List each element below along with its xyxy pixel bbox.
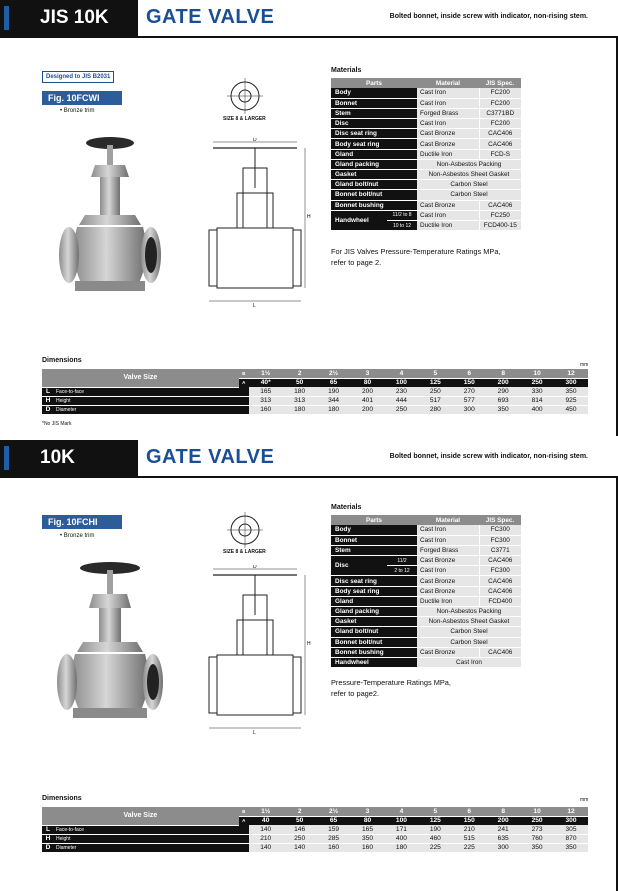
part-name: Disc seat ring bbox=[331, 129, 417, 139]
materials-table bbox=[331, 78, 521, 231]
size-a-value: 40 bbox=[249, 816, 283, 825]
materials-row bbox=[331, 210, 521, 220]
size-a-label: A bbox=[239, 816, 249, 825]
material-value: Non-Asbestos Packing bbox=[417, 159, 521, 169]
dimension-value: 190 bbox=[418, 825, 452, 834]
size-a-value: 150 bbox=[452, 378, 486, 387]
spec-value: FCD400 bbox=[479, 596, 521, 606]
materials-title: Materials bbox=[331, 504, 362, 511]
materials-row bbox=[331, 637, 521, 647]
dim-letter-h: H bbox=[307, 214, 311, 220]
part-name: Body bbox=[331, 88, 417, 98]
material-value: Cast Bronze bbox=[417, 129, 479, 139]
dimension-value: 180 bbox=[283, 405, 317, 414]
size-b-value: 2½ bbox=[317, 369, 351, 378]
size-b-value: 1½ bbox=[249, 807, 283, 816]
size-b-value: 2 bbox=[283, 807, 317, 816]
dimension-value: 350 bbox=[486, 405, 520, 414]
section-10k bbox=[0, 440, 618, 891]
size-a-value: 125 bbox=[418, 816, 452, 825]
materials-row bbox=[331, 129, 521, 139]
valve-size-label: Valve Size bbox=[42, 369, 239, 387]
dimension-value: 350 bbox=[520, 843, 554, 852]
dimension-value: 171 bbox=[384, 825, 418, 834]
dimension-value: 693 bbox=[486, 396, 520, 405]
unit-label: mm bbox=[580, 362, 589, 368]
materials-row bbox=[331, 607, 521, 617]
materials-row bbox=[331, 88, 521, 98]
material-value: Carbon Steel bbox=[417, 637, 521, 647]
material-value: Cast Iron bbox=[417, 98, 479, 108]
material-value: Cast Iron bbox=[417, 566, 479, 576]
material-value: Ductile Iron bbox=[417, 149, 479, 159]
spec-value: CAC406 bbox=[479, 586, 521, 596]
material-value: Cast Iron bbox=[417, 535, 479, 545]
part-name: Handwheel bbox=[331, 210, 387, 230]
size-b-value: 5 bbox=[418, 369, 452, 378]
note-line: refer to page2. bbox=[331, 689, 380, 698]
valve-photo bbox=[55, 135, 165, 305]
dimension-value: 273 bbox=[520, 825, 554, 834]
spec-value: FC200 bbox=[479, 119, 521, 129]
size-range: 11/2 to 8 bbox=[387, 210, 417, 220]
size-a-value: 250 bbox=[520, 816, 554, 825]
spec-value: CAC406 bbox=[479, 129, 521, 139]
dimension-value: 350 bbox=[351, 834, 385, 843]
dimensions-title: Dimensions bbox=[42, 357, 82, 364]
spec-value: CAC406 bbox=[479, 647, 521, 657]
dimensions-table bbox=[42, 807, 588, 853]
materials-title: Materials bbox=[331, 67, 362, 74]
dimension-row bbox=[42, 834, 588, 843]
material-value: Ductile Iron bbox=[417, 220, 479, 230]
size-range: 11/2 bbox=[387, 556, 417, 566]
part-name: Body bbox=[331, 525, 417, 535]
materials-row bbox=[331, 525, 521, 535]
size-b-value: 10 bbox=[520, 807, 554, 816]
dimensions-table bbox=[42, 369, 588, 415]
dimension-name: Diameter bbox=[54, 405, 249, 414]
trim-note: • Bronze trim bbox=[60, 533, 95, 539]
col-header-material: Material bbox=[417, 515, 479, 525]
dimension-letter: H bbox=[42, 396, 54, 405]
part-name: Disc bbox=[331, 556, 387, 576]
size-a-value: 300 bbox=[554, 378, 588, 387]
size-a-value: 65 bbox=[317, 378, 351, 387]
spec-value: FCD-S bbox=[479, 149, 521, 159]
dim-letter-d: D bbox=[253, 565, 257, 570]
spec-value: FC200 bbox=[479, 98, 521, 108]
spec-value: CAC406 bbox=[479, 556, 521, 566]
unit-label: mm bbox=[580, 797, 589, 803]
dimension-value: 300 bbox=[452, 405, 486, 414]
dimension-letter: L bbox=[42, 825, 54, 834]
size-a-value: 40* bbox=[249, 378, 283, 387]
dimension-value: 305 bbox=[554, 825, 588, 834]
part-name: Bonnet bbox=[331, 535, 417, 545]
size-b-value: 4 bbox=[384, 807, 418, 816]
material-value: Cast Iron bbox=[417, 119, 479, 129]
note-line: For JIS Valves Pressure-Temperature Ratings MPa, bbox=[331, 247, 501, 256]
part-name: Gland bolt/nut bbox=[331, 180, 417, 190]
part-name: Stem bbox=[331, 545, 417, 555]
part-name: Bonnet bushing bbox=[331, 647, 417, 657]
material-value: Cast Bronze bbox=[417, 200, 479, 210]
size-a-value: 50 bbox=[283, 378, 317, 387]
section-code: JIS 10K bbox=[0, 0, 138, 36]
dimension-value: 159 bbox=[317, 825, 351, 834]
part-name: Gland packing bbox=[331, 607, 417, 617]
dimension-value: 210 bbox=[249, 834, 283, 843]
part-name: Gland bbox=[331, 596, 417, 606]
size-a-value: 80 bbox=[351, 816, 385, 825]
material-value: Carbon Steel bbox=[417, 180, 521, 190]
material-value: Carbon Steel bbox=[417, 627, 521, 637]
dimension-value: 290 bbox=[486, 387, 520, 396]
part-name: Bonnet bushing bbox=[331, 200, 417, 210]
material-value: Forged Brass bbox=[417, 108, 479, 118]
dim-letter-d: D bbox=[253, 138, 257, 143]
size-a-value: 100 bbox=[384, 816, 418, 825]
material-value: Cast Bronze bbox=[417, 556, 479, 566]
note-line: Pressure-Temperature Ratings MPa, bbox=[331, 678, 451, 687]
size-b-value: 8 bbox=[486, 369, 520, 378]
part-name: Bonnet bbox=[331, 98, 417, 108]
section-title: GATE VALVE bbox=[146, 6, 275, 28]
size-a-value: 125 bbox=[418, 378, 452, 387]
dimension-value: 200 bbox=[351, 405, 385, 414]
size-b-label: B bbox=[239, 807, 249, 816]
dimension-letter: H bbox=[42, 834, 54, 843]
dimension-value: 160 bbox=[351, 843, 385, 852]
footnote: *No JIS Mark bbox=[42, 421, 72, 427]
materials-row bbox=[331, 586, 521, 596]
trim-note: • Bronze trim bbox=[60, 108, 95, 114]
size-a-value: 65 bbox=[317, 816, 351, 825]
size-b-value: 2 bbox=[283, 369, 317, 378]
dimension-value: 165 bbox=[249, 387, 283, 396]
size-b-value: 10 bbox=[520, 369, 554, 378]
col-header-material: Material bbox=[417, 78, 479, 88]
dimension-value: 140 bbox=[249, 843, 283, 852]
valve-photo bbox=[55, 560, 165, 730]
materials-row bbox=[331, 139, 521, 149]
spec-value: CAC406 bbox=[479, 139, 521, 149]
dimension-value: 350 bbox=[554, 387, 588, 396]
valve-size-label: Valve Size bbox=[42, 807, 239, 825]
material-value: Cast Iron bbox=[417, 525, 479, 535]
size-a-value: 100 bbox=[384, 378, 418, 387]
dimension-name: Face-to-face bbox=[54, 387, 249, 396]
size-b-value: 8 bbox=[486, 807, 520, 816]
materials-row bbox=[331, 627, 521, 637]
part-name: Gland bbox=[331, 149, 417, 159]
material-value: Non-Asbestos Packing bbox=[417, 607, 521, 617]
materials-row bbox=[331, 657, 521, 667]
col-header-spec: JIS Spec. bbox=[479, 515, 521, 525]
spec-value: CAC406 bbox=[479, 576, 521, 586]
dimension-value: 241 bbox=[486, 825, 520, 834]
size-a-value: 80 bbox=[351, 378, 385, 387]
section-jis-10k bbox=[0, 0, 618, 436]
part-name: Bonnet bolt/nut bbox=[331, 637, 417, 647]
designed-badge: Designed to JIS B2031 bbox=[42, 71, 114, 83]
material-value: Cast Bronze bbox=[417, 576, 479, 586]
material-value: Cast Bronze bbox=[417, 586, 479, 596]
pressure-note bbox=[331, 246, 501, 268]
section-drawing bbox=[205, 565, 315, 735]
dimension-value: 635 bbox=[486, 834, 520, 843]
part-name: Gland packing bbox=[331, 159, 417, 169]
size-a-value: 150 bbox=[452, 816, 486, 825]
materials-header-row bbox=[331, 515, 521, 525]
dimension-value: 400 bbox=[384, 834, 418, 843]
size-b-value: 12 bbox=[554, 807, 588, 816]
dimension-value: 250 bbox=[384, 405, 418, 414]
dimension-value: 814 bbox=[520, 396, 554, 405]
dimension-value: 225 bbox=[452, 843, 486, 852]
size-range: 2 to 12 bbox=[387, 566, 417, 576]
dimension-value: 330 bbox=[520, 387, 554, 396]
col-header-spec: JIS Spec. bbox=[479, 78, 521, 88]
materials-row bbox=[331, 190, 521, 200]
dimension-row bbox=[42, 825, 588, 834]
size-a-value: 250 bbox=[520, 378, 554, 387]
materials-row bbox=[331, 108, 521, 118]
materials-row bbox=[331, 200, 521, 210]
size-b-row bbox=[42, 369, 588, 378]
dimension-value: 140 bbox=[283, 843, 317, 852]
size-label: SIZE 8 & LARGER bbox=[223, 549, 266, 555]
dimension-letter: D bbox=[42, 405, 54, 414]
size-a-value: 200 bbox=[486, 816, 520, 825]
size-b-row bbox=[42, 807, 588, 816]
dimension-name: Height bbox=[54, 396, 249, 405]
materials-row bbox=[331, 170, 521, 180]
material-value: Non-Asbestos Sheet Gasket bbox=[417, 617, 521, 627]
dimension-value: 230 bbox=[384, 387, 418, 396]
dimension-value: 165 bbox=[351, 825, 385, 834]
spec-value: CAC406 bbox=[479, 200, 521, 210]
dimension-value: 515 bbox=[452, 834, 486, 843]
part-name: Handwheel bbox=[331, 657, 417, 667]
size-b-value: 5 bbox=[418, 807, 452, 816]
dimension-value: 250 bbox=[418, 387, 452, 396]
dimension-value: 517 bbox=[418, 396, 452, 405]
dimension-value: 400 bbox=[520, 405, 554, 414]
dimension-value: 200 bbox=[351, 387, 385, 396]
note-line: refer to page 2. bbox=[331, 258, 382, 267]
top-view-drawing bbox=[225, 510, 265, 550]
material-value: Forged Brass bbox=[417, 545, 479, 555]
dim-letter-l: L bbox=[253, 303, 256, 308]
spec-value: C3771BD bbox=[479, 108, 521, 118]
dimension-value: 401 bbox=[351, 396, 385, 405]
size-b-value: 3 bbox=[351, 807, 385, 816]
col-header-parts: Parts bbox=[331, 78, 417, 88]
section-drawing bbox=[205, 138, 315, 308]
size-b-value: 12 bbox=[554, 369, 588, 378]
dimension-value: 160 bbox=[317, 843, 351, 852]
dimension-value: 180 bbox=[384, 843, 418, 852]
size-b-value: 1½ bbox=[249, 369, 283, 378]
part-name: Bonnet bolt/nut bbox=[331, 190, 417, 200]
dimension-value: 313 bbox=[249, 396, 283, 405]
spec-value: FC300 bbox=[479, 535, 521, 545]
size-a-value: 50 bbox=[283, 816, 317, 825]
spec-value: FC250 bbox=[479, 210, 521, 220]
dimension-value: 450 bbox=[554, 405, 588, 414]
size-b-value: 6 bbox=[452, 807, 486, 816]
material-value: Cast Iron bbox=[417, 657, 521, 667]
materials-row bbox=[331, 545, 521, 555]
size-b-label: B bbox=[239, 369, 249, 378]
dimension-value: 444 bbox=[384, 396, 418, 405]
part-name: Stem bbox=[331, 108, 417, 118]
materials-row bbox=[331, 596, 521, 606]
size-a-value: 300 bbox=[554, 816, 588, 825]
part-name: Gland bolt/nut bbox=[331, 627, 417, 637]
spec-value: FC200 bbox=[479, 88, 521, 98]
material-value: Cast Bronze bbox=[417, 139, 479, 149]
materials-row bbox=[331, 617, 521, 627]
materials-row bbox=[331, 98, 521, 108]
material-value: Cast Bronze bbox=[417, 647, 479, 657]
dimension-value: 285 bbox=[317, 834, 351, 843]
dimension-value: 925 bbox=[554, 396, 588, 405]
materials-row bbox=[331, 149, 521, 159]
materials-row bbox=[331, 159, 521, 169]
materials-row bbox=[331, 180, 521, 190]
part-name: Gasket bbox=[331, 170, 417, 180]
section-title: GATE VALVE bbox=[146, 446, 275, 468]
spec-value: FC300 bbox=[479, 566, 521, 576]
size-label: SIZE 8 & LARGER bbox=[223, 116, 266, 122]
size-a-label: A bbox=[239, 378, 249, 387]
size-b-value: 3 bbox=[351, 369, 385, 378]
part-name: Body seat ring bbox=[331, 586, 417, 596]
dimension-value: 313 bbox=[283, 396, 317, 405]
dimension-name: Height bbox=[54, 834, 249, 843]
dimension-value: 225 bbox=[418, 843, 452, 852]
part-name: Body seat ring bbox=[331, 139, 417, 149]
size-b-value: 4 bbox=[384, 369, 418, 378]
section-subtitle: Bolted bonnet, inside screw with indicator, non-rising stem. bbox=[389, 13, 588, 20]
dimension-value: 210 bbox=[452, 825, 486, 834]
material-value: Carbon Steel bbox=[417, 190, 521, 200]
section-header bbox=[0, 440, 618, 478]
materials-row bbox=[331, 119, 521, 129]
dimension-letter: L bbox=[42, 387, 54, 396]
dimension-value: 460 bbox=[418, 834, 452, 843]
pressure-note bbox=[331, 677, 451, 699]
materials-row bbox=[331, 647, 521, 657]
top-view-drawing bbox=[225, 76, 265, 116]
part-name: Gasket bbox=[331, 617, 417, 627]
section-subtitle: Bolted bonnet, inside screw with indicator, non-rising stem. bbox=[389, 453, 588, 460]
dimension-row bbox=[42, 387, 588, 396]
dim-letter-h: H bbox=[307, 641, 311, 647]
size-b-value: 6 bbox=[452, 369, 486, 378]
spec-value: FC300 bbox=[479, 525, 521, 535]
material-value: Ductile Iron bbox=[417, 596, 479, 606]
section-code: 10K bbox=[0, 440, 138, 476]
materials-row bbox=[331, 535, 521, 545]
dimension-row bbox=[42, 405, 588, 414]
materials-table bbox=[331, 515, 521, 668]
size-a-value: 200 bbox=[486, 378, 520, 387]
spec-value: C3771 bbox=[479, 545, 521, 555]
dimension-value: 280 bbox=[418, 405, 452, 414]
part-name: Disc seat ring bbox=[331, 576, 417, 586]
section-header bbox=[0, 0, 618, 38]
material-value: Non-Asbestos Sheet Gasket bbox=[417, 170, 521, 180]
dimension-value: 760 bbox=[520, 834, 554, 843]
material-value: Cast Iron bbox=[417, 88, 479, 98]
dimension-value: 270 bbox=[452, 387, 486, 396]
figure-label: Fig. 10FCWI bbox=[42, 91, 122, 105]
dimension-name: Face-to-face bbox=[54, 825, 249, 834]
figure-label: Fig. 10FCHI bbox=[42, 515, 122, 529]
spec-value: FCD400-15 bbox=[479, 220, 521, 230]
dimension-value: 160 bbox=[249, 405, 283, 414]
dimension-value: 146 bbox=[283, 825, 317, 834]
dimension-row bbox=[42, 843, 588, 852]
dimensions-title: Dimensions bbox=[42, 795, 82, 802]
dimension-value: 140 bbox=[249, 825, 283, 834]
dimension-value: 190 bbox=[317, 387, 351, 396]
size-b-value: 2½ bbox=[317, 807, 351, 816]
col-header-parts: Parts bbox=[331, 515, 417, 525]
materials-header-row bbox=[331, 78, 521, 88]
dimension-value: 180 bbox=[283, 387, 317, 396]
materials-row bbox=[331, 556, 521, 566]
size-range: 10 to 12 bbox=[387, 220, 417, 230]
dimension-value: 870 bbox=[554, 834, 588, 843]
material-value: Cast Iron bbox=[417, 210, 479, 220]
materials-row bbox=[331, 576, 521, 586]
dimension-name: Diameter bbox=[54, 843, 249, 852]
dimension-letter: D bbox=[42, 843, 54, 852]
dimension-value: 350 bbox=[554, 843, 588, 852]
dimension-value: 300 bbox=[486, 843, 520, 852]
dim-letter-l: L bbox=[253, 730, 256, 735]
part-name: Disc bbox=[331, 119, 417, 129]
dimension-value: 250 bbox=[283, 834, 317, 843]
dimension-row bbox=[42, 396, 588, 405]
dimension-value: 180 bbox=[317, 405, 351, 414]
dimension-value: 577 bbox=[452, 396, 486, 405]
dimension-value: 344 bbox=[317, 396, 351, 405]
